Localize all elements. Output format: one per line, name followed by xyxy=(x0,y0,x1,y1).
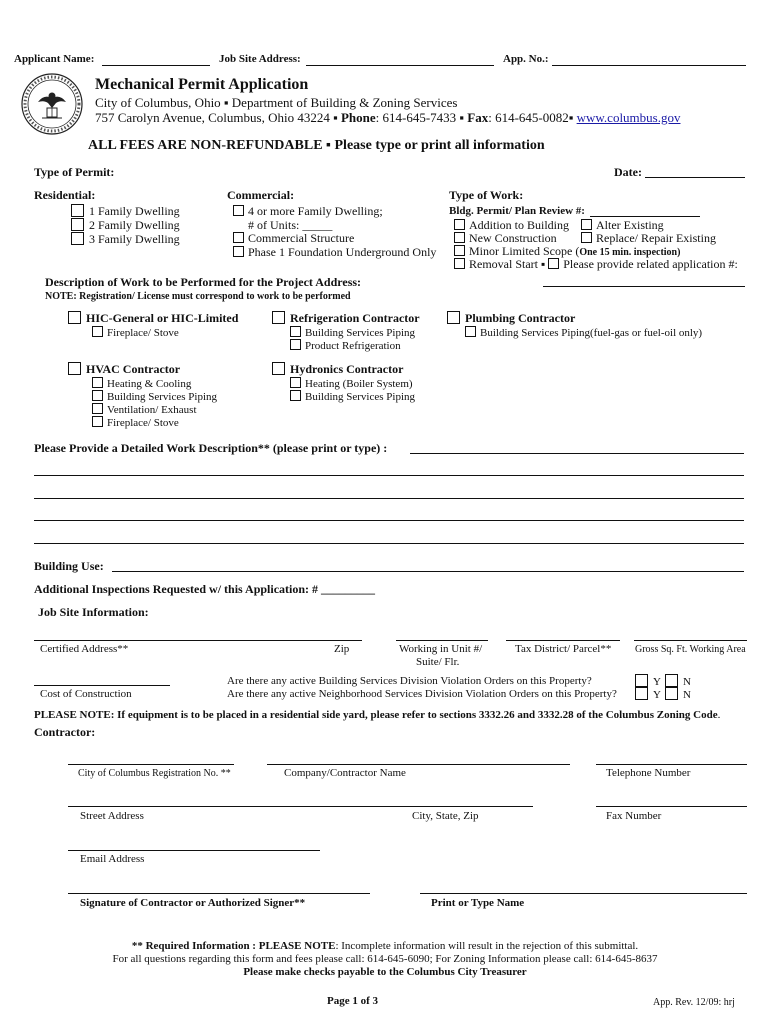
description-heading: Description of Work to be Performed for the Project Address: xyxy=(45,275,362,289)
work-minor-scope-checkbox[interactable] xyxy=(454,245,465,256)
street-address-label: Street Address xyxy=(80,810,144,822)
certified-address-label: Certified Address** xyxy=(40,643,129,655)
work-replace-label: Replace/ Repair Existing xyxy=(596,231,716,245)
signature-label: Signature of Contractor or Authorized Signer** xyxy=(80,897,306,909)
registration-note: NOTE: Registration/ License must correspond to work to be performed xyxy=(45,291,351,302)
res-3-family[interactable] xyxy=(71,232,180,247)
email-field[interactable] xyxy=(68,850,320,851)
signature-field[interactable] xyxy=(68,893,370,894)
hydronics-piping-label: Building Services Piping xyxy=(305,391,415,403)
hvac-piping[interactable] xyxy=(92,390,217,403)
hic-fireplace-label: Fireplace/ Stove xyxy=(107,327,179,339)
hvac-contractor[interactable] xyxy=(68,362,180,377)
bldg-permit-label: Bldg. Permit/ Plan Review #: xyxy=(449,205,585,217)
hvac-ventilation-label: Ventilation/ Exhaust xyxy=(107,404,197,416)
contractor-heading: Contractor: xyxy=(34,725,96,739)
violation-1-no-checkbox[interactable] xyxy=(665,674,678,687)
address-line xyxy=(95,110,680,126)
com-structure-label: Commercial Structure xyxy=(248,231,355,245)
plumbing-piping[interactable] xyxy=(465,326,702,339)
commercial-heading: Commercial: xyxy=(227,188,295,202)
gross-sqft-field[interactable] xyxy=(634,640,747,641)
hvac-heating-checkbox[interactable] xyxy=(92,377,103,388)
hvac-piping-checkbox[interactable] xyxy=(92,390,103,401)
plumbing-checkbox[interactable] xyxy=(447,311,460,324)
refrig-product-checkbox[interactable] xyxy=(290,339,301,350)
plumbing-label: Plumbing Contractor xyxy=(465,311,576,325)
violation-1-yes[interactable] xyxy=(635,674,661,688)
work-removal-start[interactable] xyxy=(454,257,738,272)
hydronics-piping-checkbox[interactable] xyxy=(290,390,301,401)
hydronics-piping[interactable] xyxy=(290,390,415,403)
violation-2-no-checkbox[interactable] xyxy=(665,687,678,700)
violation-question-1: Are there any active Building Services Division Violation Orders on this Property? xyxy=(227,675,592,687)
phone-number: : 614-645-7433 ▪ xyxy=(375,110,468,125)
detailed-work-line-2[interactable] xyxy=(34,498,744,499)
hvac-checkbox[interactable] xyxy=(68,362,81,375)
side-yard-note-text: PLEASE NOTE: If equipment is to be placed in a residential side yard, please refer to sections 3332.26 and 3332.28 of the Columbus Zoning Code xyxy=(34,709,718,721)
type-of-work-heading: Type of Work: xyxy=(449,188,524,202)
telephone-label: Telephone Number xyxy=(606,767,691,779)
work-removal-start-label: Removal Start ▪ xyxy=(469,257,546,271)
res-3-family-checkbox[interactable] xyxy=(71,232,84,245)
date-label: Date: xyxy=(614,165,642,179)
print-name-field[interactable] xyxy=(420,893,747,894)
violation-2-no-label: N xyxy=(683,689,691,701)
com-structure[interactable] xyxy=(233,231,354,246)
refrigeration-checkbox[interactable] xyxy=(272,311,285,324)
hvac-ventilation[interactable] xyxy=(92,403,197,416)
violation-1-yes-label: Y xyxy=(653,676,661,688)
hic-fireplace[interactable] xyxy=(92,326,179,339)
hic-fireplace-checkbox[interactable] xyxy=(92,326,103,337)
cost-field[interactable] xyxy=(34,685,170,686)
violation-2-yes-label: Y xyxy=(653,689,661,701)
tax-district-field[interactable] xyxy=(506,640,620,641)
com-units: # of Units: _____ xyxy=(248,218,333,232)
hvac-label: HVAC Contractor xyxy=(86,362,181,376)
hvac-heating-label: Heating & Cooling xyxy=(107,378,192,390)
required-info-text: : Incomplete information will result in the rejection of this submittal. xyxy=(335,940,639,952)
detailed-work-label: Please Provide a Detailed Work Description** (please print or type) : xyxy=(34,441,388,455)
refrig-piping-checkbox[interactable] xyxy=(290,326,301,337)
address-text: 757 Carolyn Avenue, Columbus, Ohio 43224 ▪ xyxy=(95,110,341,125)
residential-heading: Residential: xyxy=(34,188,96,202)
work-minor-scope-detail: One 15 min. inspection) xyxy=(579,247,681,258)
registration-no-label: City of Columbus Registration No. ** xyxy=(78,768,231,779)
revision: App. Rev. 12/09: hrj xyxy=(653,997,735,1008)
plumbing-piping-checkbox[interactable] xyxy=(465,326,476,337)
plumbing-contractor[interactable] xyxy=(447,311,575,326)
hic-contractor[interactable] xyxy=(68,311,238,326)
hydronics-label: Hydronics Contractor xyxy=(290,362,404,376)
fees-notice: ALL FEES ARE NON-REFUNDABLE ▪ Please type or print all information xyxy=(88,138,545,153)
job-site-address-label: Job Site Address: xyxy=(219,53,301,65)
fax-field[interactable] xyxy=(596,806,747,807)
hydronics-heating-label: Heating (Boiler System) xyxy=(305,378,413,390)
detailed-work-line-0[interactable] xyxy=(410,453,744,454)
res-2-family-label: 2 Family Dwelling xyxy=(89,218,180,232)
department-line: City of Columbus, Ohio ▪ Department of Building & Zoning Services xyxy=(95,95,458,110)
building-use-label: Building Use: xyxy=(34,559,104,573)
work-addition-checkbox[interactable] xyxy=(454,219,465,230)
res-1-family[interactable] xyxy=(71,204,180,219)
violation-1-no[interactable] xyxy=(665,674,691,688)
hydronics-heating[interactable] xyxy=(290,377,413,390)
related-app-label: Please provide related application #: xyxy=(563,257,738,271)
res-1-family-checkbox[interactable] xyxy=(71,204,84,217)
form-title: Mechanical Permit Application xyxy=(95,76,309,93)
refrigeration-label: Refrigeration Contractor xyxy=(290,311,420,325)
certified-address-field[interactable] xyxy=(34,640,362,641)
page-number: Page 1 of 3 xyxy=(327,995,379,1007)
cost-label: Cost of Construction xyxy=(40,688,132,700)
related-app-checkbox[interactable] xyxy=(548,258,559,269)
com-phase1-label: Phase 1 Foundation Underground Only xyxy=(248,245,437,259)
additional-inspections: Additional Inspections Requested w/ this Application: # _________ xyxy=(34,582,376,596)
hvac-fireplace-checkbox[interactable] xyxy=(92,416,103,427)
date-field[interactable] xyxy=(645,177,745,178)
refrig-piping-label: Building Services Piping xyxy=(305,327,415,339)
hydronics-checkbox[interactable] xyxy=(272,362,285,375)
res-1-family-label: 1 Family Dwelling xyxy=(89,204,180,218)
res-2-family[interactable] xyxy=(71,218,180,233)
refrig-piping[interactable] xyxy=(290,326,415,339)
plumbing-piping-label: Building Services Piping(fuel-gas or fuel-oil only) xyxy=(480,327,703,339)
res-2-family-checkbox[interactable] xyxy=(71,218,84,231)
applicant-name-field[interactable] xyxy=(102,65,210,66)
hvac-fireplace-label: Fireplace/ Stove xyxy=(107,417,179,429)
suite-label: Suite/ Flr. xyxy=(416,656,460,668)
com-structure-checkbox[interactable] xyxy=(233,232,244,243)
applicant-name-label: Applicant Name: xyxy=(14,53,95,65)
work-alter-label: Alter Existing xyxy=(596,218,664,232)
work-new-construction-checkbox[interactable] xyxy=(454,232,465,243)
company-name-label: Company/Contractor Name xyxy=(284,767,406,779)
violation-1-yes-checkbox[interactable] xyxy=(635,674,648,687)
hic-checkbox[interactable] xyxy=(68,311,81,324)
zip-label: Zip xyxy=(334,643,350,655)
required-info-note xyxy=(0,940,770,952)
gross-sqft-label: Gross Sq. Ft. Working Area xyxy=(635,644,746,655)
hvac-ventilation-checkbox[interactable] xyxy=(92,403,103,414)
refrigeration-contractor[interactable] xyxy=(272,311,420,326)
checks-payable: Please make checks payable to the Columbus City Treasurer xyxy=(243,966,527,978)
violation-2-yes-checkbox[interactable] xyxy=(635,687,648,700)
work-minor-scope-label: Minor Limited Scope ( xyxy=(469,244,580,258)
com-phase1-checkbox[interactable] xyxy=(233,246,244,257)
job-site-info-heading: Job Site Information: xyxy=(38,605,149,619)
side-yard-note xyxy=(34,709,720,721)
refrig-product-label: Product Refrigeration xyxy=(305,340,401,352)
job-site-address-field[interactable] xyxy=(306,65,494,66)
com-phase1[interactable] xyxy=(233,245,436,260)
app-no-label: App. No.: xyxy=(503,53,549,65)
com-4-family[interactable] xyxy=(233,204,383,219)
detailed-work-line-3[interactable] xyxy=(34,520,744,521)
work-removal-start-checkbox[interactable] xyxy=(454,258,465,269)
working-unit-label: Working in Unit #/ xyxy=(399,643,483,655)
hvac-heating[interactable] xyxy=(92,377,191,390)
print-name-label: Print or Type Name xyxy=(431,897,525,909)
phone-label: Phone xyxy=(340,110,376,125)
registration-no-field[interactable] xyxy=(68,764,234,765)
hic-label: HIC-General or HIC-Limited xyxy=(86,311,239,325)
violation-1-no-label: N xyxy=(683,676,691,688)
city-seal-logo xyxy=(20,72,84,136)
email-label: Email Address xyxy=(80,853,145,865)
website-link[interactable]: www.columbus.gov xyxy=(576,110,681,125)
detailed-work-line-4[interactable] xyxy=(34,543,744,544)
working-unit-field[interactable] xyxy=(396,640,488,641)
fax-label: Fax xyxy=(467,110,489,125)
street-city-field[interactable] xyxy=(68,806,533,807)
hydronics-heating-checkbox[interactable] xyxy=(290,377,301,388)
fax-number-label: Fax Number xyxy=(606,810,662,822)
violation-question-2: Are there any active Neighborhood Services Division Violation Orders on this Property? xyxy=(227,688,617,700)
required-info-bold: ** Required Information : PLEASE NOTE xyxy=(131,940,336,952)
refrig-product[interactable] xyxy=(290,339,401,352)
work-new-construction-label: New Construction xyxy=(469,231,557,245)
work-alter-checkbox[interactable] xyxy=(581,219,592,230)
work-addition-label: Addition to Building xyxy=(469,218,570,232)
fax-number: : 614-645-0082▪ xyxy=(488,110,577,125)
com-4-family-checkbox[interactable] xyxy=(233,205,244,216)
contact-line: For all questions regarding this form and fees please call: 614-645-6090; For Zoning Information please call: 614-645-8637 xyxy=(112,953,658,965)
related-app-field[interactable] xyxy=(543,286,745,287)
hvac-fireplace[interactable] xyxy=(92,416,179,429)
side-yard-note-period: . xyxy=(717,709,721,721)
work-replace-checkbox[interactable] xyxy=(581,232,592,243)
res-3-family-label: 3 Family Dwelling xyxy=(89,232,180,246)
telephone-field[interactable] xyxy=(596,764,747,765)
hvac-piping-label: Building Services Piping xyxy=(107,391,217,403)
company-name-field[interactable] xyxy=(267,764,570,765)
detailed-work-line-1[interactable] xyxy=(34,475,744,476)
violation-2-no[interactable] xyxy=(665,687,691,701)
city-state-zip-label: City, State, Zip xyxy=(412,810,479,822)
app-no-field[interactable] xyxy=(552,65,746,66)
type-of-permit-label: Type of Permit: xyxy=(34,165,115,179)
violation-2-yes[interactable] xyxy=(635,687,661,701)
tax-district-label: Tax District/ Parcel** xyxy=(515,643,612,655)
building-use-field[interactable] xyxy=(112,571,744,572)
hydronics-contractor[interactable] xyxy=(272,362,403,377)
bldg-permit-field[interactable] xyxy=(590,216,700,217)
com-4-family-label: 4 or more Family Dwelling; xyxy=(248,204,383,218)
